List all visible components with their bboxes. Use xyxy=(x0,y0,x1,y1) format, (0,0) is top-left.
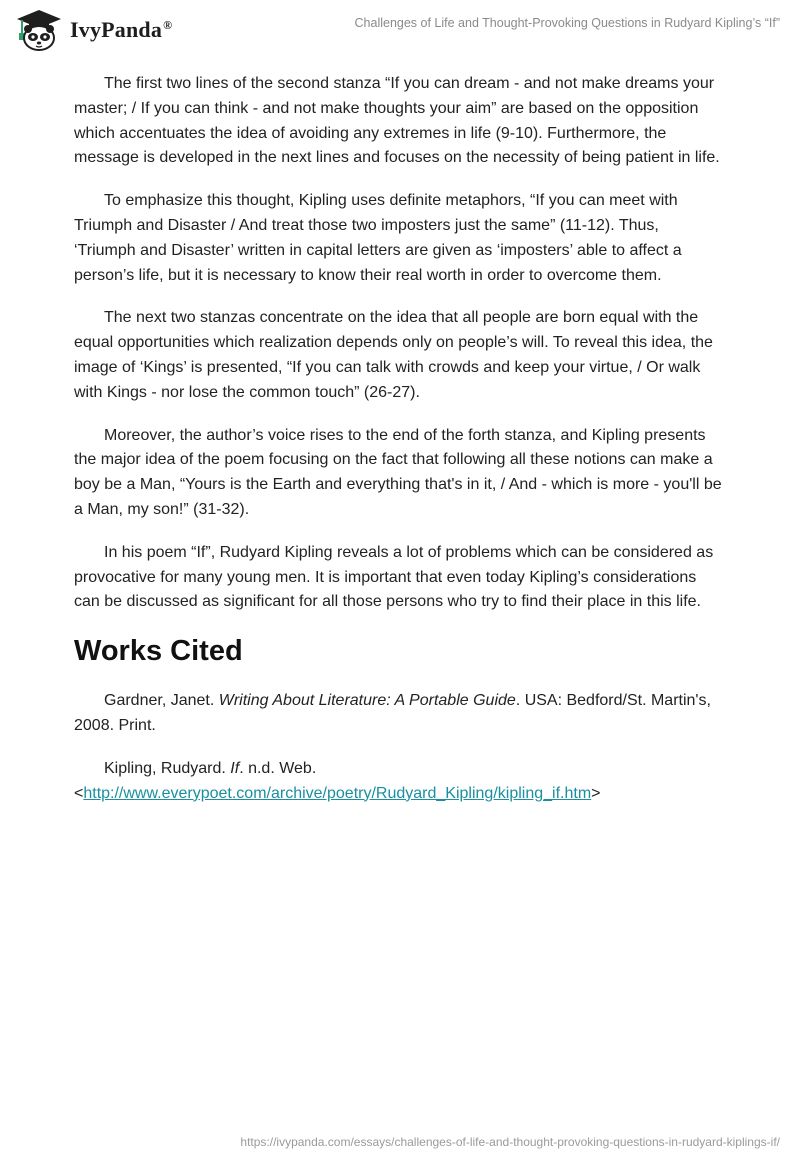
citation-author: Gardner, Janet. xyxy=(104,692,215,710)
registered-mark: ® xyxy=(163,17,173,32)
page-header xyxy=(0,0,800,64)
footer-url: https://ivypanda.com/essays/challenges-of-life-and-thought-provoking-questions-in-rudyard-kiplings-if/ xyxy=(240,1135,780,1149)
citation-author: Kipling, Rudyard. xyxy=(104,759,226,777)
essay-paragraph: In his poem “If”, Rudyard Kipling reveals a lot of problems which can be considered as provocative for many young men. It is important that even today Kipling’s considerations can be discussed as significant for all those persons who try to find their place in this life. xyxy=(74,543,714,611)
works-cited-heading: Works Cited xyxy=(74,635,243,668)
citation-entry xyxy=(74,757,724,807)
link-close-bracket: > xyxy=(591,784,601,802)
citation-title: Writing About Literature: A Portable Guide xyxy=(218,692,516,710)
link-open-bracket: < xyxy=(74,784,84,802)
panda-graduate-icon xyxy=(14,8,64,52)
essay-paragraph: The next two stanzas concentrate on the idea that all people are born equal with the equal opportunities which realization depends only on people’s will. To reveal this idea, the image of ‘Kings’ is presented, “If you can talk with crowds and keep your virtue, / Or walk with Kings - nor lose the common touch” (26-27). xyxy=(74,309,713,401)
essay-paragraph: To emphasize this thought, Kipling uses definite metaphors, “If you can meet with Triumph and Disaster / And treat those two imposters just the same” (11-12). Thus, ‘Triumph and Disaster’ written in capital letters are given as ‘imposters’ able to affect a person’s life, but it is necessary to know their real worth in order to overcome them. xyxy=(74,192,682,284)
essay-paragraph: The first two lines of the second stanza “If you can dream - and not make dreams your master; / If you can think - and not make thoughts your aim” are based on the opposition which accentuates the idea of avoiding any extremes in life (9-10). Furthermore, the message is developed in the next lines and focuses on the necessity of being patient in life. xyxy=(74,75,720,167)
citation-details: . USA: Bedford/St. Martin's, 2008. Print. xyxy=(74,692,711,734)
ivypanda-logo[interactable] xyxy=(14,8,172,52)
document-title: Challenges of Life and Thought-Provoking Questions in Rudyard Kipling’s “If” xyxy=(354,16,780,30)
essay-content xyxy=(74,72,724,824)
citation-link[interactable]: http://www.everypoet.com/archive/poetry/Rudyard_Kipling/kipling_if.htm xyxy=(83,784,592,802)
brand-name: IvyPanda® xyxy=(70,17,173,42)
essay-paragraph: Moreover, the author’s voice rises to the end of the forth stanza, and Kipling presents the major idea of the poem focusing on the fact that following all these notions can make a boy be a Man, “Yours is the Earth and everything that's in it, / And - which is more - you'll be a Man, my son!” (31-32). xyxy=(74,426,722,518)
citation-details: . n.d. Web. xyxy=(239,759,317,777)
citation-title: If xyxy=(230,759,240,777)
citation-entry xyxy=(74,689,724,739)
